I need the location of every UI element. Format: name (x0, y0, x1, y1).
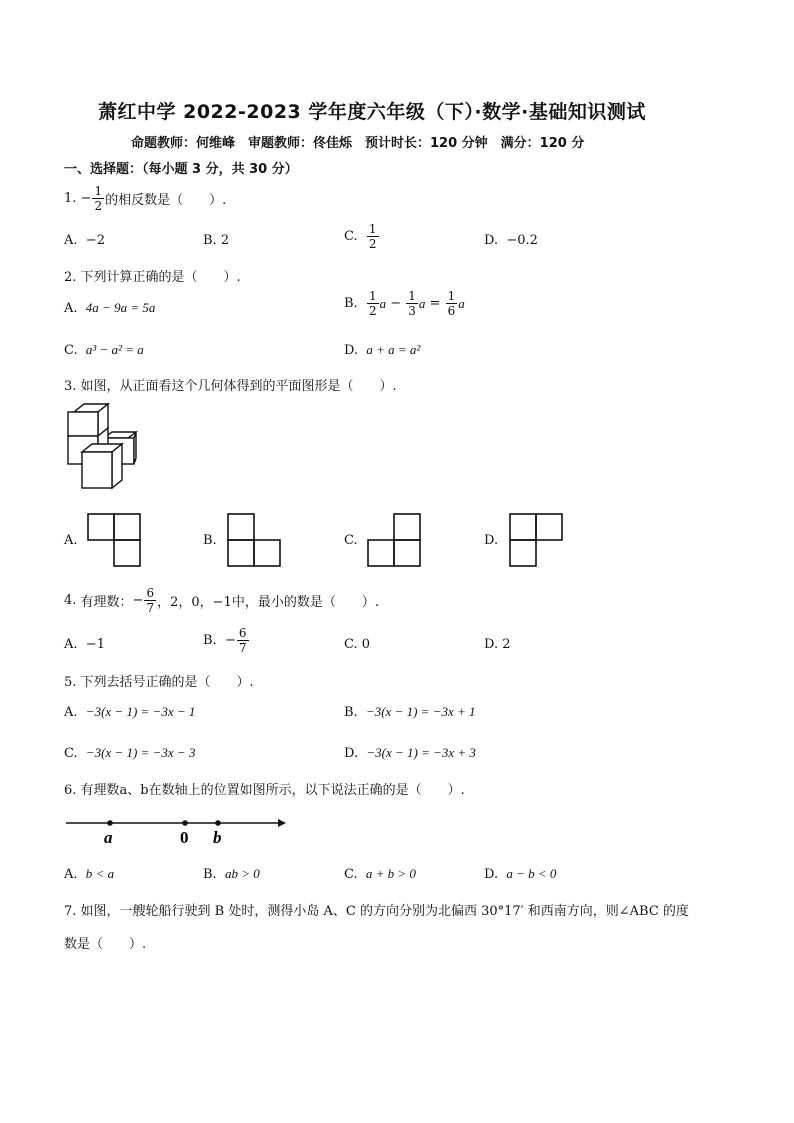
axis-arrow-icon (278, 819, 286, 827)
option-d-figure (508, 512, 568, 568)
option-a[interactable]: A. b < a (64, 866, 115, 882)
point-b (215, 820, 221, 826)
option-b[interactable]: B. − $\frac{6}{7}$ (203, 626, 247, 655)
axis-label-a: a (104, 828, 113, 847)
option-d[interactable]: D. −0.2 (484, 233, 538, 248)
question-2: 2. 下列计算正确的是（ ）. (64, 270, 241, 285)
option-d[interactable]: D. a − b < 0 (484, 866, 557, 882)
option-a[interactable]: A. (64, 533, 78, 548)
option-c[interactable]: C. (344, 533, 358, 548)
point-zero (182, 820, 188, 826)
question-7: 7. 如图，一艘轮船行驶到 B 处时，测得小岛 A、C 的方向分别为北偏西 30°17′ 和西南方向，则∠ABC 的度 (64, 904, 689, 919)
option-a[interactable]: A. 4a − 9a = 5a (64, 300, 156, 316)
fraction: $\frac{1}{2}$ (94, 184, 103, 213)
question-5: 5. 下列去括号正确的是（ ）. (64, 675, 254, 690)
number-line (64, 812, 294, 848)
cube-solid-figure (64, 402, 144, 492)
minus-sign: − (80, 191, 92, 206)
option-d[interactable]: D. 2 (484, 637, 511, 652)
question-7-continued: 数是（ ）. (64, 937, 147, 952)
axis-label-b: b (213, 828, 222, 847)
option-d[interactable]: D. (484, 533, 499, 548)
option-a-figure (86, 512, 146, 568)
question-6: 6. 有理数a、b在数轴上的位置如图所示，以下说法正确的是（ ）. (64, 783, 465, 798)
fraction: $\frac{1}{2}$ (368, 222, 377, 251)
option-c[interactable]: C. $\frac{1}{2}$ (344, 222, 377, 251)
option-b[interactable]: B. ab > 0 (203, 866, 260, 882)
question-text: 的相反数是（ ）. (105, 193, 227, 208)
option-c[interactable]: C. 0 (344, 637, 371, 652)
option-c[interactable]: C. a + b > 0 (344, 866, 416, 882)
option-c[interactable]: C. a³ − a² = a (64, 342, 144, 358)
question-4: 4. 有理数： − $\frac{6}{7}$ ，2，0，−1中，最小的数是（ ）. (64, 586, 379, 615)
point-a (107, 820, 113, 826)
question-1 (64, 184, 226, 213)
page-title: 萧红中学 2022-2023 学年度六年级（下）·数学·基础知识测试 (98, 101, 646, 123)
question-3: 3. 如图，从正面看这个几何体得到的平面图形是（ ）. (64, 379, 397, 394)
option-b[interactable]: B. $\frac{1}{2}$ a − $\frac{1}{3}$ a = $\frac{1}{6}$ a (344, 289, 465, 318)
option-a[interactable]: A. −3(x − 1) = −3x − 1 (64, 704, 196, 720)
option-b[interactable]: B. 2 (203, 233, 230, 248)
option-c-figure (366, 512, 426, 568)
option-d[interactable]: D. −3(x − 1) = −3x + 3 (344, 745, 476, 761)
option-b[interactable]: B. −3(x − 1) = −3x + 1 (344, 704, 476, 720)
option-a[interactable]: A. −1 (64, 637, 105, 652)
question-number: 1. (64, 191, 77, 206)
option-d[interactable]: D. a + a = a² (344, 342, 421, 358)
page-subtitle: 命题教师：何维峰 审题教师：佟佳烁 预计时长：120 分钟 满分：120 分 (131, 136, 585, 151)
option-b[interactable]: B. (203, 533, 217, 548)
section-title: 一、选择题：（每小题 3 分，共 30 分） (64, 162, 298, 177)
option-c[interactable]: C. −3(x − 1) = −3x − 3 (64, 745, 196, 761)
axis-label-zero: 0 (180, 828, 189, 847)
option-b-figure (226, 512, 286, 568)
option-a[interactable]: A. −2 (64, 233, 105, 248)
